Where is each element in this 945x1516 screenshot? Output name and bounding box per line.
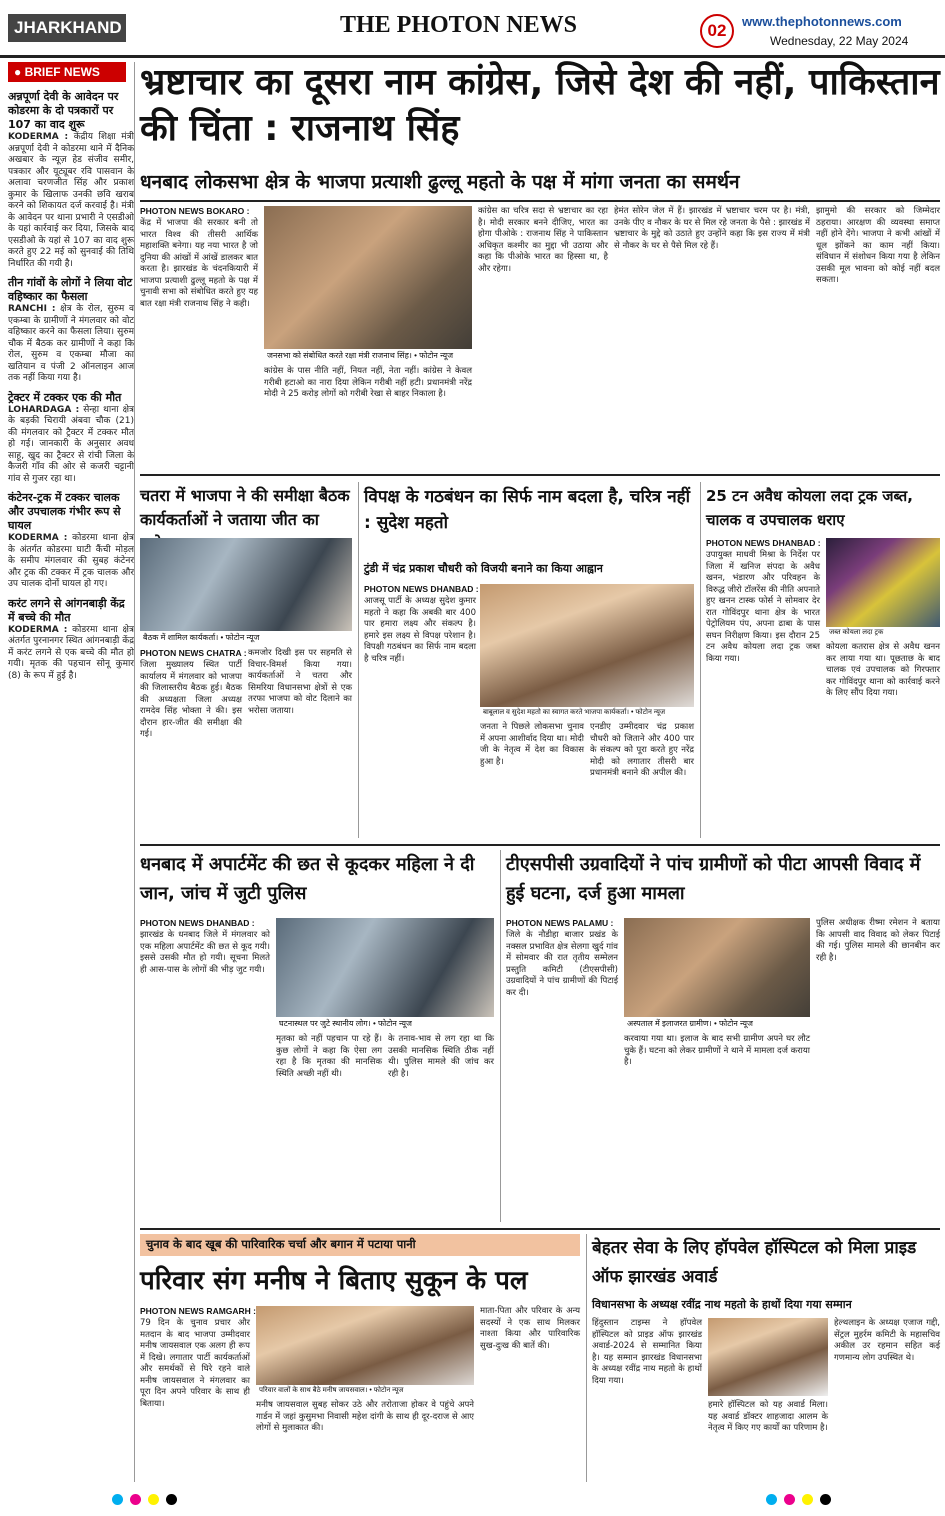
- sudesh-col-3: एनडीए उम्मीदवार चंद्र प्रकाश चौधरी को जिताने और 400 पार के संकल्प को पूरा करते हुए नरेंद्र मोदी को लगातार तीसरी बार प्रधानमंत्री बनाने की अपील की।: [590, 722, 694, 778]
- award-photo: [708, 1318, 828, 1396]
- lead-col-3: कांग्रेस का चरित्र सदा से भ्रष्टाचार का रहा है। मोदी सरकार बनने दीजिए, भारत का होगा पीओके : राजनाथ सिंह ने पाकिस्तान अधिकृत कश्मीर का मुद्दा भी उठाया और कहा कि पीओके भारत का हिस्सा था, है और रहेगा।: [478, 206, 608, 274]
- apartment-photo: [276, 918, 494, 1030]
- award-col-2: हमारे हॉस्पिटल को यह अवार्ड मिला। यह अवार्ड डॉक्टर शाहजादा आलम के नेतृत्व में किए गए कार्यों का परिणाम है।: [708, 1400, 828, 1433]
- divider: [140, 474, 940, 476]
- byline: PHOTON NEWS CHATRA :: [140, 648, 247, 658]
- brief-dateline: KODERMA :: [8, 533, 68, 543]
- lead-subhead: धनबाद लोकसभा क्षेत्र के भाजपा प्रत्याशी ढुल्लू महतो के पक्ष में मांगा जनता का समर्थन: [140, 171, 740, 193]
- brief-text: कोडरमा थाना क्षेत्र के अंतर्गत कोडरमा घाटी कैंची मोड़ल के समीप मंगलवार की सुबह कंटेनर और ट्रक की टक्कर में ट्रक चालक और उप चालक दोनों घायल हो गए।: [8, 533, 134, 589]
- brief-dateline: RANCHI :: [8, 304, 56, 314]
- sudesh-col-2: जनता ने पिछले लोकसभा चुनाव में अपना आशीर्वाद दिया था। मोदी जी के नेतृत्व में देश का विकास हुआ है।: [480, 722, 584, 767]
- chatra-headline: चतरा में भाजपा ने की समीक्षा बैठक कार्यकर्ताओं ने जताया जीत का: [140, 486, 350, 529]
- byline: PHOTON NEWS DHANBAD :: [140, 918, 255, 928]
- brief-item: [8, 597, 134, 683]
- divider: [140, 200, 940, 202]
- award-headline: बेहतर सेवा के लिए हॉपवेल हॉस्पिटल को मिला प्राइड ऑफ झारखंड अवार्ड: [592, 1238, 917, 1287]
- byline: PHOTON NEWS PALAMU :: [506, 918, 614, 928]
- issue-date: Wednesday, 22 May 2024: [770, 34, 909, 48]
- brief-title: करंट लगने से आंगनबाड़ी केंद्र में बच्चे की मौत: [8, 596, 125, 624]
- sudesh-headline: विपक्ष के गठबंधन का सिर्फ नाम बदला है, चरित्र नहीं : सुदेश महतो: [364, 487, 691, 533]
- photo-caption: घटनास्थल पर जुटे स्थानीय लोग। • फोटोन न्यूज: [276, 1017, 494, 1030]
- chatra-col-1: जिला मुख्यालय स्थित पार्टी कार्यालय में मंगलवार को भाजपा की जिलास्तरीय बैठक हुई। बैठक की अध्यक्षता जिला अध्यक्ष रामदेव सिंह भोक्ता ने की। इस दौरान हार-जीत की समीक्षा की गई।: [140, 660, 242, 739]
- award-col-3: हेल्थलाइन के अध्यक्ष एजाज गद्दी, सेंट्रल मुहर्रम कमिटी के महासचिव अकील उर रहमान सहित कई गणमान्य लोग उपस्थित थे।: [834, 1318, 940, 1363]
- brief-dateline: LOHARDAGA :: [8, 404, 80, 415]
- byline: PHOTON NEWS DHANBAD :: [364, 584, 479, 594]
- manish-col-2: मनीष जायसवाल सुबह सोकर उठे और तरोताजा होकर वे पहुंचे अपने गार्डन में जहां कुसुमभा निवासी महेश दांगी के साथ ही दूर-दराज से आए लोगों से मुलाकात की।: [256, 1400, 474, 1433]
- brief-item: [8, 391, 134, 486]
- lead-col-4: हेमंत सोरेन जेल में हैं। झारखंड में भ्रष्टाचार चरम पर है। मंत्री, उनके पीए व नौकर के घर से मिल रहे जनता के पैसे : झारखंड में भ्रष्टाचार के मुद्दे को उठाते हुए उन्होंने कहा कि इस राज्य में मंत्री से नौकर के घर से पैसे मिल रहे हैं।: [614, 206, 810, 251]
- photo-caption: जब्त कोयला लदा ट्रक: [826, 627, 940, 638]
- brief-title: ट्रेक्टर में टक्कर एक की मौत: [8, 390, 122, 404]
- column-rule: [134, 62, 135, 1482]
- tspc-photo: [624, 918, 810, 1030]
- brief-dateline: KODERMA :: [8, 132, 69, 142]
- section-label: JHARKHAND: [8, 14, 126, 42]
- coal-text: उपायुक्त माधवी मिश्रा के निर्देश पर जिला में खनिज संपदा के अवैध खनन, भंडारण और परिवहन के विरुद्ध जीरो टॉलरेंस की नीति अपनाते हुए खनन टास्क फोर्स ने सोमवार देर रात गोविंदपुर थाना क्षेत्र के भारत पेट्रोलियम पंप, अपना ढाबा के पास सघन निरीक्षण किया। इस दौरान 25 टन अवैध कोयला लदा ट्रक जब्त किया गया।: [706, 550, 820, 664]
- brief-text: क्षेत्र के रोल, सुरुम व एकम्बा के ग्रामीणों ने मंगलवार को वोट वहिष्कार करने का फैसला लिया। सुरुम चौक में बैठक कर ग्रामीणों ने कहा कि रोल, सुरुम व एकम्बा मौजा का खतियान व पंजी 2 ऑनलाइन आज तक नहीं किया गया है।: [8, 304, 134, 383]
- photo-caption: जनसभा को संबोधित करते रक्षा मंत्री राजनाथ सिंह। • फोटोन न्यूज: [264, 349, 472, 362]
- dot-icon: ●: [14, 65, 25, 79]
- divider: [140, 844, 940, 846]
- apartment-col-3: के तनाव-भाव से लग रहा था कि उसकी मानसिक स्थिति ठीक नहीं थी। पुलिस मामले की जांच कर रही है।: [388, 1034, 494, 1079]
- website-link[interactable]: www.thephotonnews.com: [742, 14, 902, 29]
- byline: PHOTON NEWS RAMGARH :: [140, 1306, 257, 1316]
- lead-col-2: कांग्रेस के पास नीति नहीं, नियत नहीं, नेता नहीं। कांग्रेस ने केवल गरीबी हटाओ का नारा दिया लेकिन गरीबी नहीं हटी। प्रधानमंत्री नरेंद्र मोदी ने 25 करोड़ लोगों को गरीबी रेखा से बाहर निकाला है।: [264, 366, 472, 399]
- registration-dot: [802, 1494, 813, 1505]
- apartment-col-2: मृतका को नहीं पहचान पा रहे हैं। कुछ लोगों ने कहा कि ऐसा लग रहा है कि मृतका की मानसिक स्थिति अच्छी नहीं थी।: [276, 1034, 382, 1079]
- brief-text: कोडरमा थाना क्षेत्र अंतर्गत पुरनानगर स्थित आंगनबाड़ी केंद्र में करंट लगने से एक बच्चे की मौत हो गयी। मृतक की पहचान सोनू कुमार (8) के रूप में हुई है।: [8, 624, 134, 681]
- column-rule: [358, 482, 359, 838]
- brief-news-column: [8, 86, 134, 682]
- masthead: THE PHOTON NEWS: [340, 12, 577, 38]
- brief-text: सेन्हा थाना क्षेत्र के बड़की चिरायी अंबवा चौक (21) की मंगलवार को ट्रैक्टर में टक्कर मौत हो गई। जानकारी के अनुसार अवध साहू, खुद का ट्रैक्टर से रांची जिला के कैजरी गाँव की ओर से कजरी चट्टानी गांव से गुजर रहा था।: [8, 404, 134, 484]
- chatra-col-2: कमजोर दिखी इस पर सहमति से विचार-विमर्श किया गया। कार्यकर्ताओं ने चतरा और सिमरिया विधानसभा क्षेत्रों से एक तरफा भाजपा को वोट दिलाने का भरोसा जताया।: [248, 648, 352, 716]
- coal-photo: [826, 538, 940, 638]
- brief-item: [8, 276, 134, 385]
- registration-dot: [784, 1494, 795, 1505]
- manish-col-1: 79 दिन के चुनाव प्रचार और मतदान के बाद भाजपा उम्मीदवार मनीष जायसवाल एक अलग ही रूप में दिखे। लगातार पार्टी कार्यकर्ताओं और समर्थकों से घिरे रहने वाले मनीष जायसवाल ने मंगलवार का पूरा दिन अपने परिवार के साथ ही बिताया।: [140, 1318, 250, 1409]
- manish-headline: परिवार संग मनीष ने बिताए सुकून के पल: [140, 1266, 528, 1296]
- manish-col-3: माता-पिता और परिवार के अन्य सदस्यों ने एक साथ मिलकर नाश्ता किया और पारिवारिक सुख-दुःख की बातें की।: [480, 1306, 580, 1351]
- brief-item: [8, 90, 134, 270]
- apartment-col-1: झारखंड के धनबाद जिले में मंगलवार को एक महिला अपार्टमेंट की छत से कूद गयी। इससे उसकी मौत हो गयी। सूचना मिलते ही आस-पास के लोगों की भीड़ जुट गयी।: [140, 930, 270, 975]
- brief-title: तीन गांवों के लोगों ने लिया वोट वहिष्कार का फैसला: [8, 276, 133, 303]
- column-rule: [586, 1234, 587, 1482]
- tspc-col-2: करवाया गया था। इलाज के बाद सभी ग्रामीण अपने घर लौट चुके हैं। घटना को लेकर ग्रामीणों ने थाने में मामला दर्ज कराया है।: [624, 1034, 810, 1067]
- lead-photo: [264, 206, 472, 362]
- column-rule: [700, 482, 701, 838]
- divider: [140, 1228, 940, 1230]
- sudesh-subhead: टुंडी में चंद्र प्रकाश चौधरी को विजयी बनाने का किया आह्वान: [364, 562, 603, 575]
- brief-item: [8, 491, 134, 591]
- sudesh-photo: [480, 584, 694, 718]
- tspc-col-3: पुलिस अधीक्षक रीष्मा रमेशन ने बताया कि आपसी वाद विवाद को लेकर पिटाई की गई। पुलिस मामले की छानबीन कर रही है।: [816, 918, 940, 963]
- registration-dot: [148, 1494, 159, 1505]
- kicker-bar: [140, 1234, 580, 1256]
- manish-kicker: चुनाव के बाद खूब की पारिवारिक चर्चा और बगान में पटाया पानी: [146, 1237, 416, 1251]
- column-rule: [500, 850, 501, 1222]
- brief-dateline: KODERMA :: [8, 624, 68, 635]
- page-number: 02: [700, 14, 734, 48]
- brief-title: अन्नपूर्णा देवी के आवेदन पर कोडरमा के दो पत्रकारों पर 107 का वाद शुरू: [8, 90, 119, 131]
- chatra-photo: [140, 538, 352, 644]
- photo-caption: अस्पताल में इलाजरत ग्रामीण। • फोटोन न्यूज: [624, 1017, 810, 1030]
- brief-news-label: ● BRIEF NEWS: [8, 62, 126, 82]
- apartment-headline: धनबाद में अपार्टमेंट की छत से कूदकर महिला ने दी जान, जांच में जुटी पुलिस: [140, 854, 475, 904]
- award-col-1: हिंदुस्तान टाइम्स ने हॉपवेल हॉस्पिटल को प्राइड ऑफ झारखंड अवार्ड-2024 से सम्मानित किया है। यह सम्मान झारखंड विधानसभा के अध्यक्ष रवींद्र नाथ महतो के हाथों दिया गया।: [592, 1318, 702, 1386]
- brief-title: कंटेनर-ट्रक में टक्कर चालक और उपचालक गंभीर रूप से घायल: [8, 491, 121, 532]
- tspc-headline: टीएसपीसी उग्रवादियों ने पांच ग्रामीणों को पीटा आपसी विवाद में हुई घटना, दर्ज हुआ मामला: [506, 854, 921, 904]
- byline: PHOTON NEWS DHANBAD :: [706, 538, 821, 548]
- registration-dot: [766, 1494, 777, 1505]
- coal-headline: 25 टन अवैध कोयला लदा ट्रक जब्त, चालक व उपचालक धराए: [706, 487, 913, 529]
- photo-caption: बैठक में शामिल कार्यकर्ता। • फोटोन न्यूज: [140, 631, 352, 644]
- sudesh-col-1: आजसू पार्टी के अध्यक्ष सुदेश कुमार महतो ने कहा कि अबकी बार 400 पार हमारा लक्ष्य और संकल्प है। हमारे इस लक्ष्य से विपक्ष परेशान है। विपक्षी गठबंधन का सिर्फ नाम बदला है चरित्र नहीं।: [364, 596, 476, 664]
- award-subhead: विधानसभा के अध्यक्ष रवींद्र नाथ महतो के हाथों दिया गया सम्मान: [592, 1298, 852, 1311]
- registration-dot: [130, 1494, 141, 1505]
- coal-text-2: कोयला कतरास क्षेत्र से अवैध खनन कर लाया गया था। पूछताछ के बाद चालक एवं उपचालक को गिरफ्तार कर गोविंदपुर थाना को कार्रवाई करने के लिए सौंप दिया गया।: [826, 642, 940, 698]
- lead-col-5: झामुमो की सरकार को जिम्मेदार ठहराया। आरक्षण की व्यवस्था समाप्त नहीं होने देंगे। भाजपा ने कभी आंखों में धूल झोंकने का काम नहीं किया। संविधान में संशोधन किया गया है लेकिन उसकी मूल भावना को कोई नहीं बदल सकता।: [816, 206, 940, 285]
- brief-text: केंद्रीय शिक्षा मंत्री अन्नपूर्णा देवी ने कोडरमा थाने में दैनिक अखबार के न्यूज़ हेड संजीव समीर, पत्रकार और यूट्यूबर रवि पासवान के अलावा चरणजीत सिंह और प्रकाश कुमार के खिलाफ उनकी छवि खराब करने को शिकायत दर्ज करवाई है। मंत्री के आवेदन पर थाना प्रभारी ने एसडीओ के यहां कार्रवाई कर दिया, जिसके बाद एसडीओ के यहां से 107 का वाद शुरू करते हुए 22 मई को सुनवाई की तिथि निर्धारित की गयी है।: [8, 132, 134, 269]
- photo-caption: परिवार वालों के साथ बैठे मनीष जायसवाल। • फोटोन न्यूज: [256, 1385, 474, 1396]
- registration-dot: [112, 1494, 123, 1505]
- lead-headline: भ्रष्टाचार का दूसरा नाम कांग्रेस, जिसे देश की नहीं, पाकिस्तान की चिंता : राजनाथ सिंह: [140, 62, 940, 149]
- registration-dot: [166, 1494, 177, 1505]
- tspc-col-1: जिले के नौडीहा बाजार प्रखंड के नक्सल प्रभावित क्षेत्र सेलगा खुर्द गांव में सोमवार की रात तृतीय सम्मेलन प्रस्तुति कमिटी (टीएसपीसी) उग्रवादियों ने पांच ग्रामीणों की पिटाई कर दी।: [506, 930, 618, 998]
- registration-dot: [820, 1494, 831, 1505]
- manish-photo: [256, 1306, 474, 1396]
- lead-col-1: केंद्र में भाजपा की सरकार बनी तो भारत विश्व की तीसरी आर्थिक महाशक्ति बनेगा। यह नया भारत है जो दुनिया की आंखों में आंखें डालकर बात करता है। झारखंड के चंदनकियारी में भाजपा प्रत्याशी ढुल्लू महतो के पक्ष में चुनावी सभा को संबोधित करते हुए यह बात रक्षा मंत्री राजनाथ सिंह ने कही।: [140, 218, 258, 309]
- byline: PHOTON NEWS BOKARO :: [140, 206, 250, 216]
- photo-caption: बाबूलाल व सुदेश महतो का स्वागत करते भाजपा कार्यकर्ता। • फोटोन न्यूज: [480, 707, 694, 718]
